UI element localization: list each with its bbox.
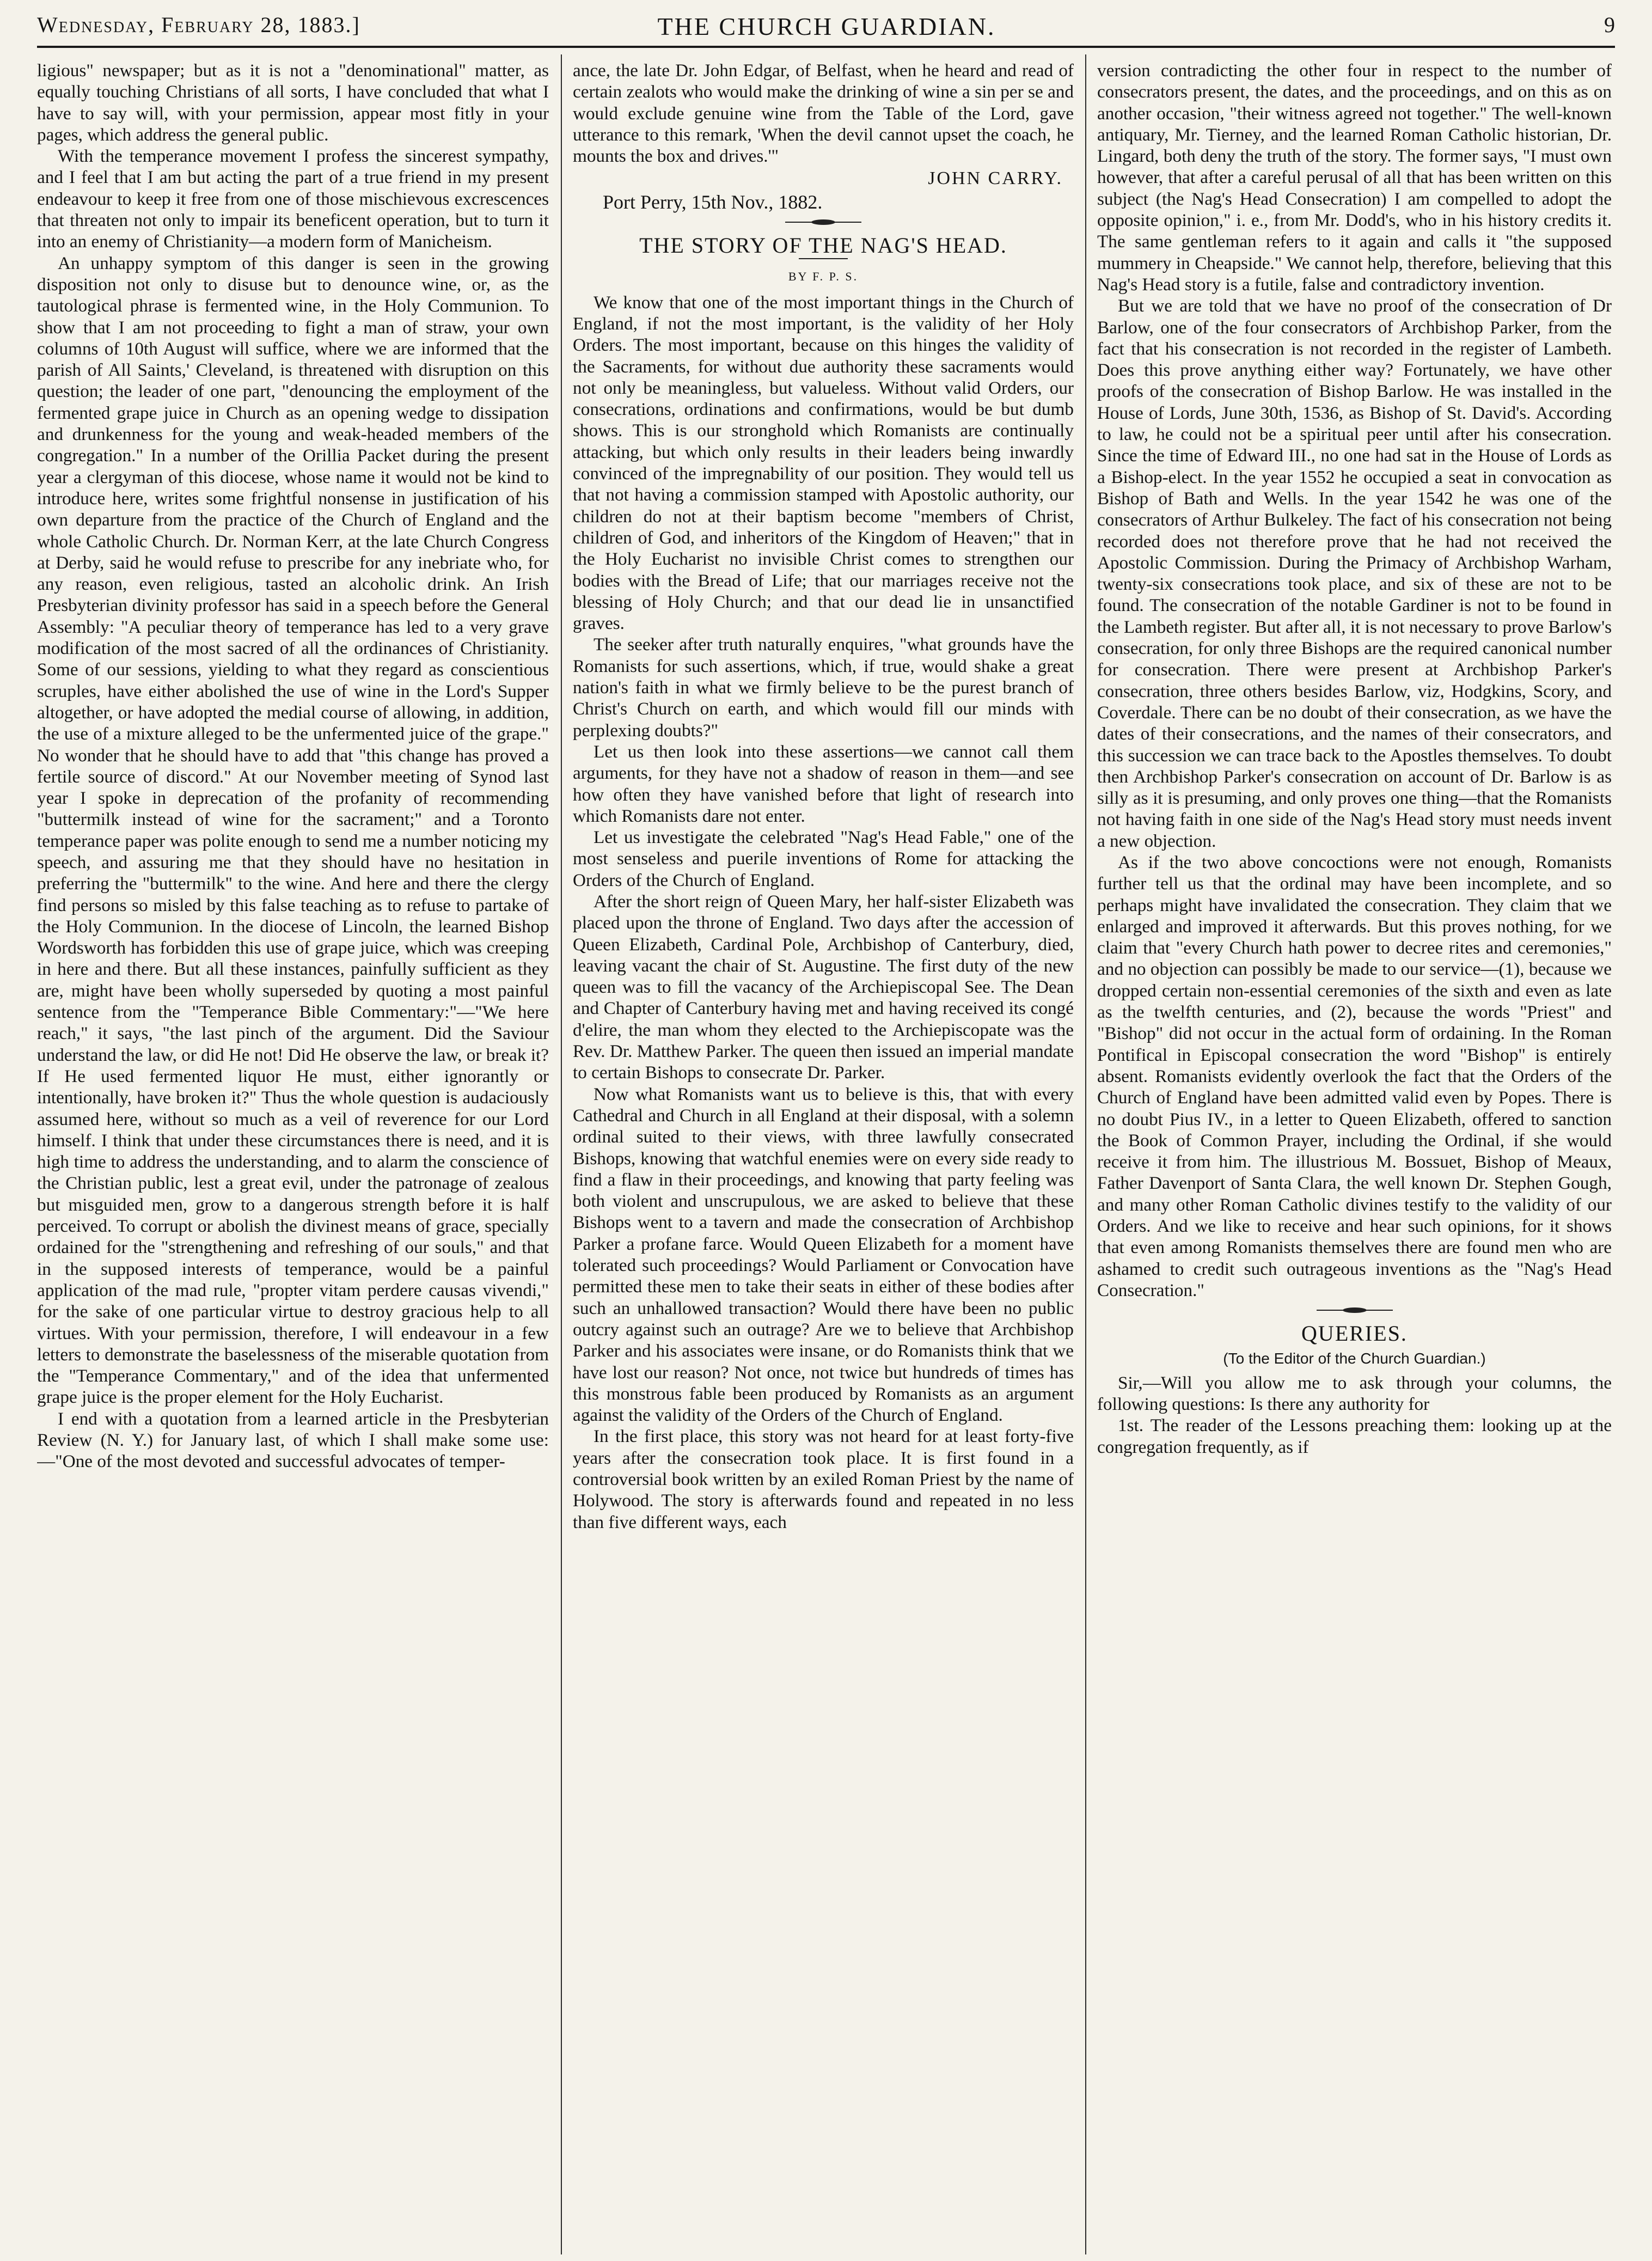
- column-rule: [1085, 54, 1086, 2254]
- ornamental-divider: [785, 218, 861, 226]
- heading-rule: [799, 258, 848, 259]
- paragraph: 1st. The reader of the Lessons preaching them: looking up at the congregation frequently, as if: [1097, 1415, 1612, 1457]
- masthead: [37, 8, 1615, 48]
- paragraph: ligious" newspaper; but as it is not a "denominational" matter, as equally touching Christians of all sorts, I have concluded that what I have to say will, with your permission, appear most fitly in your pages, which address the general public.: [37, 60, 549, 145]
- ornamental-divider: [1317, 1306, 1393, 1314]
- paragraph: Sir,—Will you allow me to ask through your columns, the following questions: Is there any authority for: [1097, 1372, 1612, 1415]
- paragraph: I end with a quotation from a learned article in the Presbyterian Review (N. Y.) for January last, of which I shall make some use:—"One of the most devoted and successful advocates of temper-: [37, 1408, 549, 1472]
- byline: BY F. P. S.: [788, 270, 859, 284]
- paragraph: The seeker after truth naturally enquires, "what grounds have the Romanists for such assertions, which, if true, would shake a great nation's faith in what we firmly believe to be the purest branch of Christ's Church on earth, and which would fill our minds with perplexing doubts?": [573, 634, 1074, 741]
- column-3: [1097, 60, 1612, 2249]
- paragraph: As if the two above concoctions were not enough, Romanists further tell us that the ordinal may have been incomplete, and so perhaps might have invalidated the consecration. They claim that we enlarged and improved it afterwards. But this proves nothing, for we claim that "every Church hath power to decree rites and ceremonies," and no objection can possibly be made to our service—(1), because we dropped certain non-essential ceremonies of the sixth and even as late as the twelfth centuries, and (2), because the words "Priest" and "Bishop" did not occur in the actual form of ordaining. In the Roman Pontifical in Episcopal consecration the word "Bishop" is entirely absent. Romanists evidently overlook the fact that the Orders of the Church of England have been admitted valid even by Popes. There is no doubt Pius IV., in a letter to Queen Elizabeth, offered to sanction the Book of Common Prayer, including the Ordinal, if she would receive it from him. The illustrious M. Bossuet, Bishop of Meaux, Father Davenport of Santa Clara, the well known Dr. Stephen Gough, and many other Roman Catholic divines testify to the validity of our Orders. And we like to receive and hear such opinions, for it shows that even among Romanists themselves there are found men who are ashamed to credit such outrageous inventions as the "Nag's Head Consecration.": [1097, 852, 1612, 1300]
- paragraph: ance, the late Dr. John Edgar, of Belfast, when he heard and read of certain zealots who would make the drinking of wine a sin per se and would exclude genuine wine from the Table of the Lord, gave utterance to this remark, 'When the devil cannot upset the coach, he mounts the box and drives.'": [573, 60, 1074, 167]
- paragraph: version contradicting the other four in respect to the number of consecrators present, the dates, and the proceedings, and on this as on another occasion, "their witness agreed not together." The well-known antiquary, Mr. Tierney, and the learned Roman Catholic historian, Dr. Lingard, both deny the truth of the story. The former says, "I must own however, that after a careful perusal of all that has been written on this subject (the Nag's Head Consecration) I am compelled to adopt the opposite opinion," i. e., from Mr. Dodd's, who in his history credits it. The same gentleman refers to it again and calls it "the supposed mummery in Cheapside." We cannot help, therefore, believing that this Nag's Head story is a futile, false and contradictory invention.: [1097, 60, 1612, 295]
- column-1: [37, 60, 549, 2249]
- article-heading: THE STORY OF THE NAG'S HEAD.: [639, 233, 1007, 258]
- paragraph: With the temperance movement I profess the sincerest sympathy, and I feel that I am but acting the part of a true friend in my present endeavour to keep it free from one of those mischievous excrescences that threaten not only to impair its beneficent operation, but to turn it into an enemy of Christianity—a modern form of Manicheism.: [37, 146, 549, 252]
- newspaper-title: THE CHURCH GUARDIAN.: [657, 13, 996, 40]
- paragraph: Let us then look into these assertions—we cannot call them arguments, for they have not a shadow of reason in them—and see how often they have vanished before that light of research into which Romanists dare not enter.: [573, 741, 1074, 826]
- editor-address: (To the Editor of the Church Guardian.): [1223, 1349, 1486, 1367]
- letter-dateline: Port Perry, 15th Nov., 1882.: [603, 191, 823, 213]
- paragraph: In the first place, this story was not heard for at least forty-five years after the consecration took place. It is first found in a controversial book written by an exiled Roman Priest by the name of Holywood. The story is afterwards found and repeated in no less than five different ways, each: [573, 1426, 1074, 1532]
- paragraph: An unhappy symptom of this danger is seen in the growing disposition not only to disuse but to denounce wine, or, as the tautological phrase is fermented wine, in the Holy Communion. To show that I am not proceeding to fight a man of straw, your own columns of 10th August will suffice, where we are informed that the parish of All Saints,' Cleveland, is threatened with disruption on this question; the leader of one part, "denouncing the employment of the fermented grape juice in Church as an opening wedge to dissipation and drunkenness for the young and weak-headed members of the congregation." In a number of the Orillia Packet during the present year a clergyman of this diocese, whose name it would not be kind to introduce here, writes some frightful nonsense in justification of his own departure from the practice of the Church of England and the whole Catholic Church. Dr. Norman Kerr, at the late Church Congress at Derby, said he would refuse to prescribe for any inebriate who, for any reason, even religious, tasted an alcoholic drink. An Irish Presbyterian divinity professor has said in a speech before the General Assembly: "A peculiar theory of temperance has led to a very grave modification of the most sacred of all the ordinances of Christianity. Some of our sessions, yielding to what they regard as conscientious scruples, have either abolished the use of wine in the Lord's Supper altogether, or have adopted the medial course of allowing, in addition, the use of a mixture alleged to be the unfermented juice of the grape." No wonder that he should have to add that "this change has proved a fertile source of discord." At our November meeting of Synod last year I spoke in deprecation of the profanity of recommending "buttermilk instead of wine for the sacrament;" and a Toronto temperance paper was polite enough to send me a number noticing my speech, and assuring me that they should have no hesitation in preferring the "buttermilk" to the wine. And here and there the clergy find persons so misled by this false teaching as to refuse to partake of the Holy Communion. In the diocese of Lincoln, the learned Bishop Wordsworth has forbidden this use of grape juice, which was creeping in here and there. But all these instances, painfully sufficient as they are, might have been wholly superseded by quoting a most painful sentence from the "Temperance Bible Commentary:"—"We here reach," it says, "the last pinch of the argument. Did the Saviour understand the law, or did He not! Did He observe the law, or break it? If He used fermented liquor He must, either ignorantly or intentionally, have broken it?" Thus the whole question is audaciously assumed here, without so much as a veil of reverence for our Lord himself. I think that under these circumstances there is need, and it is high time to address the understanding, and to alarm the conscience of the Christian public, lest a great evil, under the patronage of zealous but misguided men, grow to a dangerous strength before it is half perceived. To corrupt or abolish the divinest means of grace, specially ordained for the "strengthening and refreshing of our souls," and that in the supposed interests of temperance, would be a painful application of the mad rule, "propter vitam perdere causas vivendi," for the sake of one particular virtue to destroy gracious help to all virtues. With your permission, therefore, I will endeavour in a few letters to demonstrate the baselessness of the miserable quotation from the "Temperance Commentary," and of the idea that unfermented grape juice is the proper element for the Holy Eucharist.: [37, 253, 549, 1408]
- queries-heading: QUERIES.: [1301, 1321, 1408, 1346]
- paragraph: After the short reign of Queen Mary, her half-sister Elizabeth was placed upon the throne of England. Two days after the accession of Queen Elizabeth, Cardinal Pole, Archbishop of Canterbury, died, leaving vacant the chair of St. Augustine. The first duty of the new queen was to fill the vacancy of the Archiepiscopal See. The Dean and Chapter of Canterbury having met and having received its congé d'elire, the man whom they elected to the Archiepiscopate was the Rev. Dr. Matthew Parker. The queen then issued an imperial mandate to certain Bishops to consecrate Dr. Parker.: [573, 891, 1074, 1083]
- letter-signature: JOHN CARRY.: [928, 168, 1063, 189]
- column-rule: [561, 54, 562, 2254]
- paragraph: Now what Romanists want us to believe is this, that with every Cathedral and Church in all England at their disposal, with a solemn ordinal suited to their views, with three lawfully consecrated Bishops, knowing that watchful enemies were on every side ready to find a flaw in their proceedings, and knowing that party feeling was both violent and unscrupulous, we are asked to believe that these Bishops went to a tavern and made the consecration of Archbishop Parker a profane farce. Would Queen Elizabeth for a moment have tolerated such proceedings? Would Parliament or Convocation have permitted these men to take their seats in either of these bodies after such an unhallowed transaction? Would there have been no public outcry against such an outrage? Are we to believe that Archbishop Parker and his associates were insane, or do Romanists think that we have lost our reason? Not once, not twice but hundreds of times has this monstrous fable been produced by Romanists as an argument against the validity of the Orders of the Church of England.: [573, 1084, 1074, 1426]
- paragraph: But we are told that we have no proof of the consecration of Dr Barlow, one of the four consecrators of Archbishop Parker, from the fact that his consecration is not recorded in the register of Lambeth. Does this prove anything either way? Fortunately, we have other proofs of the consecration of Bishop Barlow. He was installed in the House of Lords, June 30th, 1536, as Bishop of St. David's. According to law, he could not be a spiritual peer until after his consecration. Since the time of Edward III., no one had sat in the House of Lords as a Bishop-elect. In the year 1552 he occupied a seat in convocation as Bishop of Bath and Wells. In the year 1542 he was one of the consecrators of Arthur Bulkeley. The fact of his consecration not being recorded does not therefore prove that he had not received the Apostolic Commission. During the Primacy of Archbishop Warham, twenty-six consecrations took place, and six of these are not to be found. The consecration of the notable Gardiner is not to be found in the Lambeth register. But after all, it is not necessary to prove Barlow's consecration, for only three Bishops are the required canonical number for consecration. There were present at Archbishop Parker's consecration, three others besides Barlow, viz, Hodgkins, Scory, and Coverdale. There can be no doubt of their consecration, as we have the dates of their consecrations, and the names of their consecrators, and this succession we can trace back to the Apostles themselves. To doubt then Archbishop Parker's consecration on account of Dr. Barlow is as silly as it is presuming, and only proves one thing—that the Romanists not having faith in one side of the Nag's Head story must needs invent a new objection.: [1097, 296, 1612, 851]
- paragraph: Let us investigate the celebrated "Nag's Head Fable," one of the most senseless and puerile inventions of Rome for attacking the Orders of the Church of England.: [573, 827, 1074, 890]
- paragraph: We know that one of the most important things in the Church of England, if not the most important, is the validity of her Holy Orders. The most important, because on this hinges the validity of the Sacraments, for without due authority these sacraments would not only be meaningless, but valueless. Without valid Orders, our consecrations, ordinations and confirmations, would be but dumb shows. This is our stronghold which Romanists are continually attacking, but which only results in their leaders being inwardly convinced of the impregnability of our position. They would tell us that not having a commission stamped with Apostolic authority, our children do not at their baptism become "members of Christ, children of God, and inheritors of the Kingdom of Heaven;" that in the Holy Eucharist no invisible Christ comes to strengthen our bodies with the Bread of Life; that our marriages receive not the blessing of Holy Church; and that our dead lie in unsanctified graves.: [573, 292, 1074, 634]
- issue-date: Wednesday, February 28, 1883.]: [37, 13, 360, 37]
- column-2: [573, 60, 1074, 2249]
- page-number: 9: [1604, 13, 1615, 37]
